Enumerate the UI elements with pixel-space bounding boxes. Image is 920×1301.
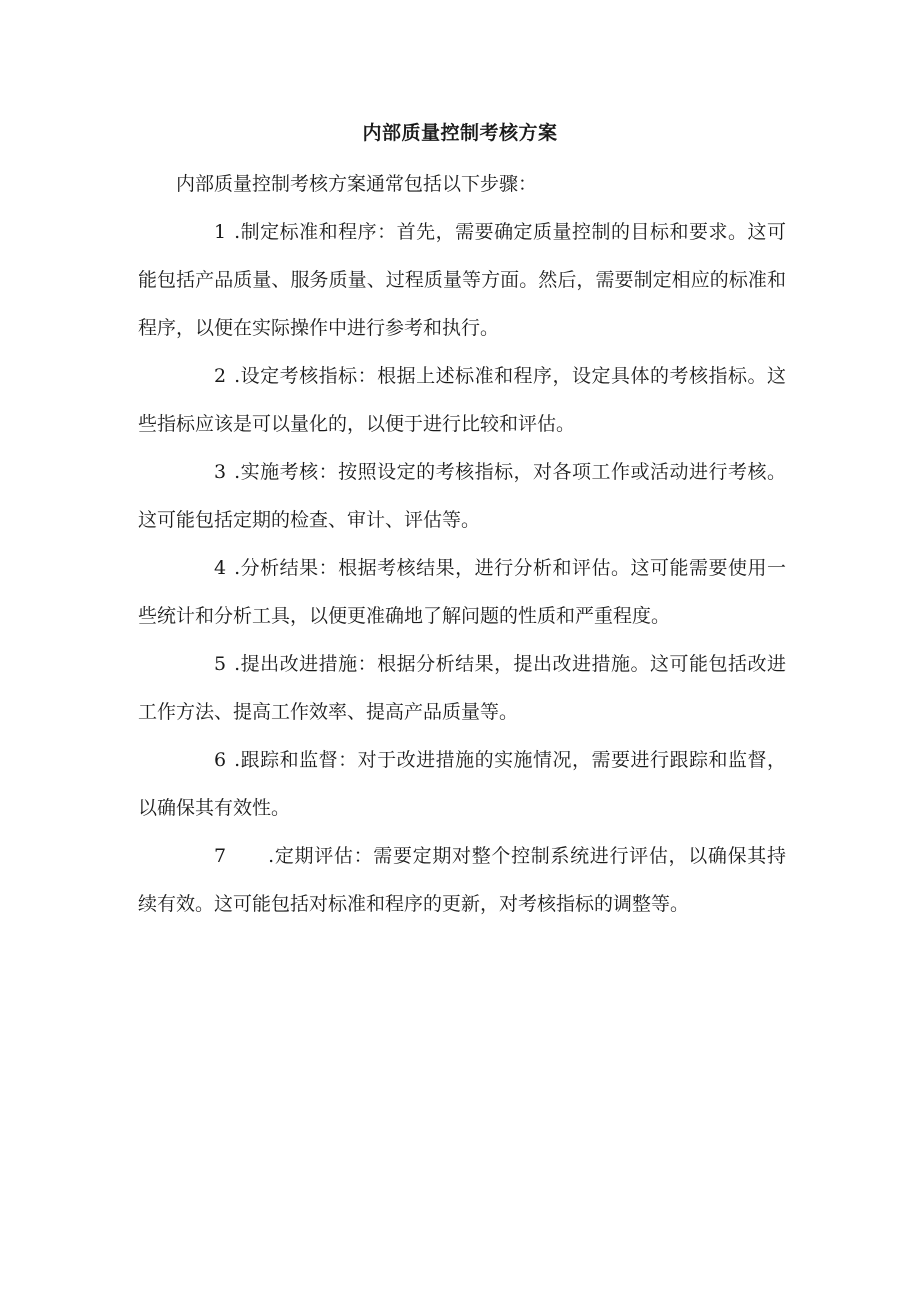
- step-paragraph-2: [138, 352, 786, 448]
- step-text: .设定考核指标：根据上述标准和程序，设定具体的考核指标。这些指标应该是可以量化的，以便于进行比较和评估。: [138, 365, 786, 435]
- step-number: 1: [214, 221, 227, 243]
- step-number: 3: [214, 461, 227, 483]
- step-paragraph-3: [138, 448, 786, 544]
- step-number: 6: [214, 749, 227, 771]
- step-paragraph-1: [138, 208, 786, 352]
- step-paragraph-4: [138, 544, 786, 640]
- step-text: .跟踪和监督：对于改进措施的实施情况，需要进行跟踪和监督，以确保其有效性。: [138, 749, 786, 819]
- step-text: .定期评估：需要定期对整个控制系统进行评估，以确保其持续有效。这可能包括对标准和程序的更新，对考核指标的调整等。: [138, 845, 786, 915]
- step-text: .实施考核：按照设定的考核指标，对各项工作或活动进行考核。这可能包括定期的检查、审计、评估等。: [138, 461, 786, 531]
- step-text: .提出改进措施：根据分析结果，提出改进措施。这可能包括改进工作方法、提高工作效率、提高产品质量等。: [138, 653, 786, 723]
- intro-paragraph: 内部质量控制考核方案通常包括以下步骤：: [176, 173, 538, 195]
- step-paragraph-7: [138, 832, 786, 928]
- document-title: 内部质量控制考核方案: [362, 122, 558, 144]
- step-paragraph-5: [138, 640, 786, 736]
- step-paragraph-6: [138, 736, 786, 832]
- step-text: .制定标准和程序：首先，需要确定质量控制的目标和要求。这可能包括产品质量、服务质量、过程质量等方面。然后，需要制定相应的标准和程序，以便在实际操作中进行参考和执行。: [138, 221, 786, 339]
- step-number: 7: [214, 845, 227, 867]
- step-number: 4: [214, 557, 227, 579]
- step-number: 5: [214, 653, 227, 675]
- step-text: .分析结果：根据考核结果，进行分析和评估。这可能需要使用一些统计和分析工具，以便更准确地了解问题的性质和严重程度。: [138, 557, 786, 627]
- step-number: 2: [214, 365, 227, 387]
- document-body: [138, 160, 786, 928]
